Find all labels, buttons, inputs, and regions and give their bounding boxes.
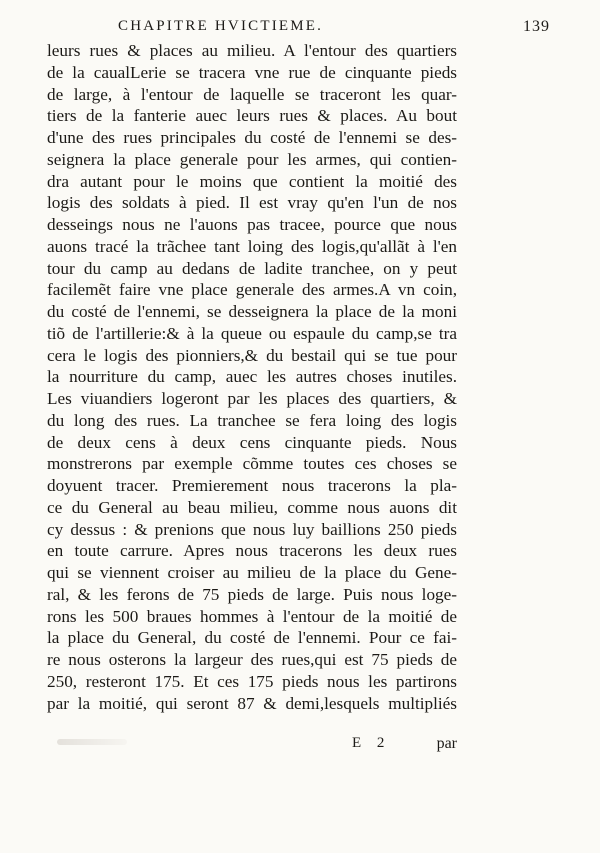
text-line: de deux cens à deux cens cinquante pieds. Nous: [47, 432, 457, 452]
running-head: CHAPITRE HVICTIEME.: [118, 18, 324, 34]
signature-mark: E 2: [352, 735, 391, 751]
text-line: du long des rues. La tranchee se fera loing des logis: [47, 410, 457, 430]
text-line: cera le logis des pionniers,& du bestail qui se tue pour: [47, 345, 457, 365]
page-header: [118, 18, 550, 40]
text-line: de large, à l'entour de laquelle se traceront les quar-: [47, 84, 457, 104]
text-line: rons les 500 braues hommes à l'entour de la moitié de: [47, 606, 457, 626]
text-line: qui se viennent croiser au milieu de la place du Gene-: [47, 563, 457, 582]
text-line: cy dessus : & prenions que nous luy baillions 250 pieds: [47, 519, 457, 539]
text-line: tiõ de l'artillerie:& à la queue ou espaule du camp,se tra: [47, 323, 457, 343]
ink-smudge: [57, 739, 127, 745]
text-line: ral, & les ferons de 75 pieds de large. Puis nous loge-: [47, 584, 457, 604]
text-line: auons tracé la trãchee tant loing des logis,qu'allãt à l'en: [47, 236, 457, 256]
text-line: d'une des rues principales du costé de l'ennemi se des-: [47, 128, 457, 147]
text-line: seignera la place generale pour les armes, qui contien-: [47, 149, 457, 169]
text-line: monstrerons par exemple cõmme toutes ces choses se: [47, 454, 457, 474]
text-line: ce du General au beau milieu, comme nous auons dit: [47, 497, 457, 517]
text-line: en toute carrure. Apres nous tracerons les deux rues: [47, 541, 457, 561]
text-line: doyuent tracer. Premierement nous tracerons la pla-: [47, 476, 457, 495]
text-line: Les viuandiers logeront par les places des quartiers, &: [47, 389, 457, 408]
text-line: la nourriture du camp, auec les autres choses inutiles.: [47, 367, 457, 387]
text-line: tiers de la fanterie auec leurs rues & places. Au bout: [47, 106, 457, 126]
text-line: dra autant pour le moins que contient la moitié des: [47, 171, 457, 191]
body-text: [47, 40, 457, 714]
text-line: 250, resteront 175. Et ces 175 pieds nous les partirons: [47, 671, 457, 691]
text-line: leurs rues & places au milieu. A l'entour des quartiers: [47, 41, 457, 60]
text-line: la place du General, du costé de l'ennemi. Pour ce fai-: [47, 628, 457, 648]
page-number: 139: [523, 18, 550, 35]
page-footer: [47, 735, 457, 759]
text-line: logis des soldats à pied. Il est vray qu'en l'un de nos: [47, 193, 457, 213]
catchword: par: [436, 735, 457, 752]
text-line: tour du camp au dedans de ladite tranchee, on y peut: [47, 258, 457, 278]
text-line: par la moitié, qui seront 87 & demi,lesquels multipliés: [47, 693, 457, 713]
text-line: facilemẽt faire vne place generale des armes.A vn coin,: [47, 280, 457, 300]
text-line: re nous osterons la largeur des rues,qui est 75 pieds de: [47, 650, 457, 669]
text-line: de la caualLerie se tracera vne rue de cinquante pieds: [47, 62, 457, 82]
text-line: desseings nous ne l'auons pas tracee, pource que nous: [47, 215, 457, 234]
text-line: du costé de l'ennemi, se desseignera la place de la moni: [47, 302, 457, 321]
